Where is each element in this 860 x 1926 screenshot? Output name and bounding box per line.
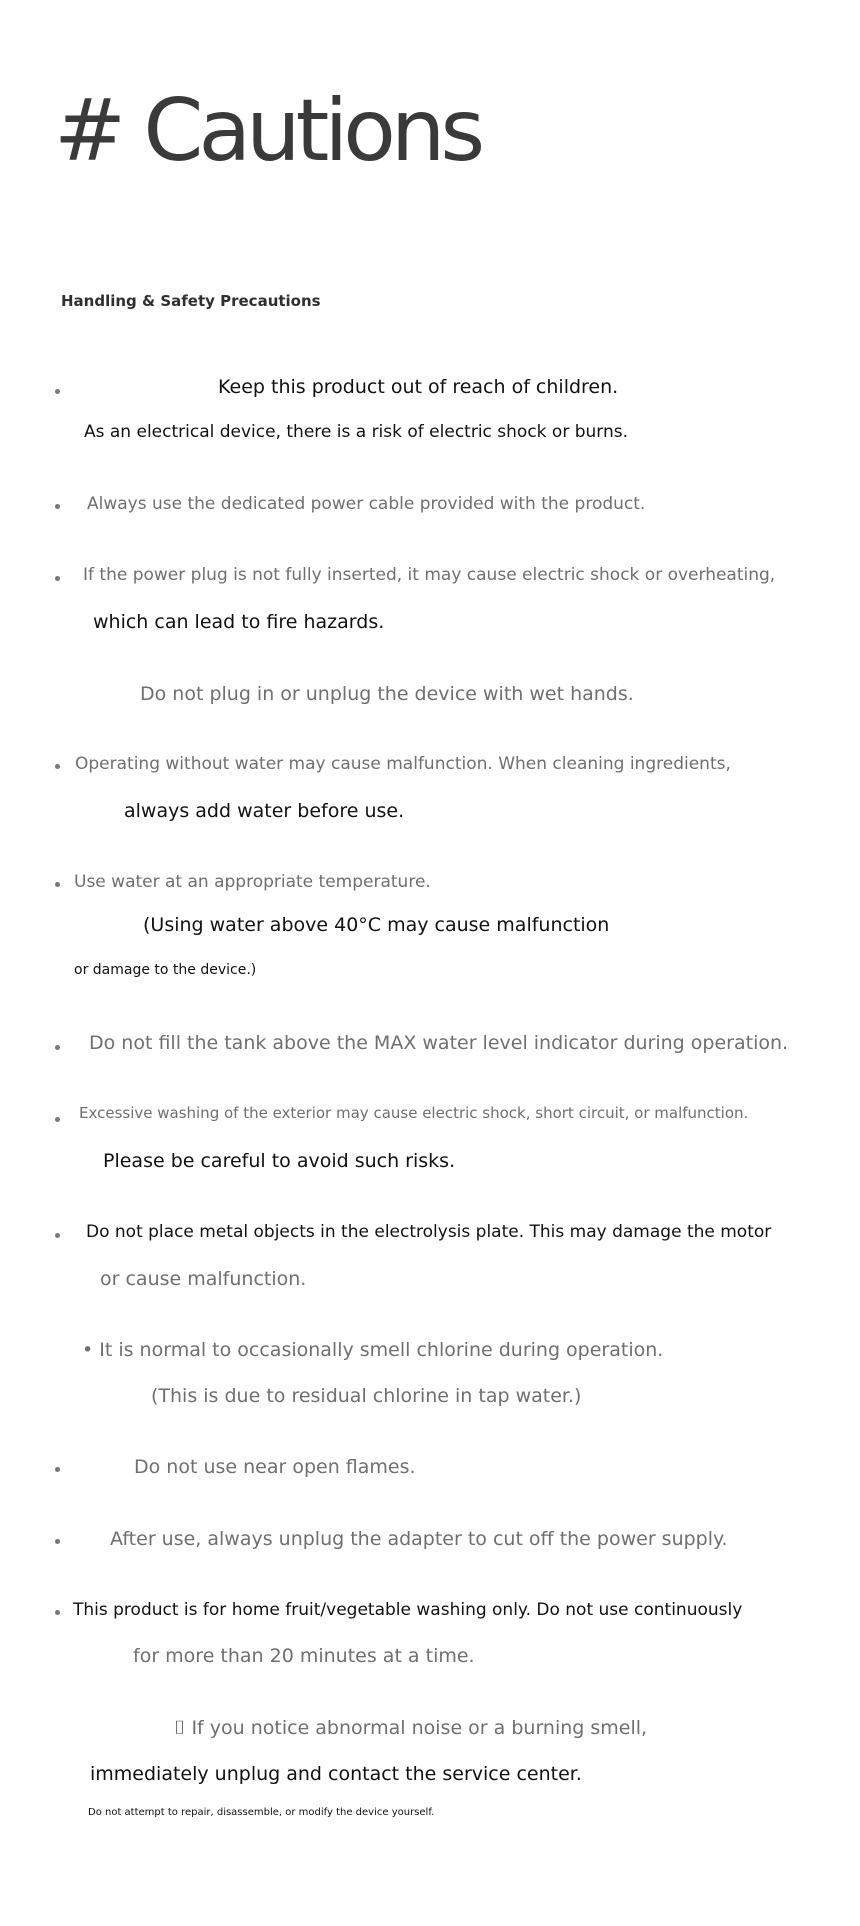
caution-line: Do not use near open flames. [134, 1456, 416, 1478]
caution-line: This product is for home fruit/vegetable washing only. Do not use continuously [73, 1600, 743, 1620]
page-title: # Cautions [54, 81, 481, 181]
bullet-marker [55, 504, 60, 509]
bullet-marker [55, 576, 60, 581]
caution-line: or damage to the device.) [74, 962, 257, 978]
caution-line: Do not attempt to repair, disassemble, or modify the device yourself. [88, 1807, 435, 1818]
caution-line: Do not fill the tank above the MAX water level indicator during operation. [89, 1032, 789, 1054]
caution-line: or cause malfunction. [100, 1268, 307, 1290]
section-subtitle: Handling & Safety Precautions [61, 292, 321, 310]
caution-line: which can lead to fire hazards. [93, 611, 385, 633]
caution-line: Always use the dedicated power cable provided with the product. [87, 494, 646, 514]
bullet-marker [55, 1467, 60, 1472]
caution-line: Excessive washing of the exterior may cause electric shock, short circuit, or malfunction. [79, 1104, 749, 1122]
bullet-marker [55, 1045, 60, 1050]
caution-line: immediately unplug and contact the service center. [90, 1763, 582, 1785]
bullet-marker [55, 1117, 60, 1122]
bullet-marker [55, 389, 60, 394]
caution-line: (Using water above 40°C may cause malfunction [143, 914, 610, 936]
caution-line: • It is normal to occasionally smell chlorine during operation. [82, 1339, 664, 1361]
caution-line: As an electrical device, there is a risk of electric shock or burns. [84, 422, 629, 442]
caution-line: Operating without water may cause malfunction. When cleaning ingredients, [75, 754, 731, 774]
caution-line: Keep this product out of reach of children. [218, 376, 619, 398]
caution-line: Do not place metal objects in the electrolysis plate. This may damage the motor [86, 1222, 772, 1242]
caution-line: for more than 20 minutes at a time. [133, 1645, 475, 1667]
caution-line: ⌷ If you notice abnormal noise or a burning smell, [174, 1717, 648, 1739]
bullet-marker [55, 1539, 60, 1544]
caution-line: Please be careful to avoid such risks. [103, 1150, 456, 1172]
caution-line: After use, always unplug the adapter to cut off the power supply. [110, 1528, 728, 1550]
bullet-marker [55, 1610, 60, 1615]
bullet-marker [55, 882, 60, 887]
caution-line: Do not plug in or unplug the device with wet hands. [140, 683, 634, 705]
caution-line: If the power plug is not fully inserted, it may cause electric shock or overheating, [83, 565, 776, 585]
bullet-marker [55, 764, 60, 769]
caution-line: (This is due to residual chlorine in tap water.) [151, 1385, 582, 1407]
caution-line: always add water before use. [124, 800, 405, 822]
bullet-marker [55, 1233, 60, 1238]
caution-line: Use water at an appropriate temperature. [74, 872, 431, 892]
